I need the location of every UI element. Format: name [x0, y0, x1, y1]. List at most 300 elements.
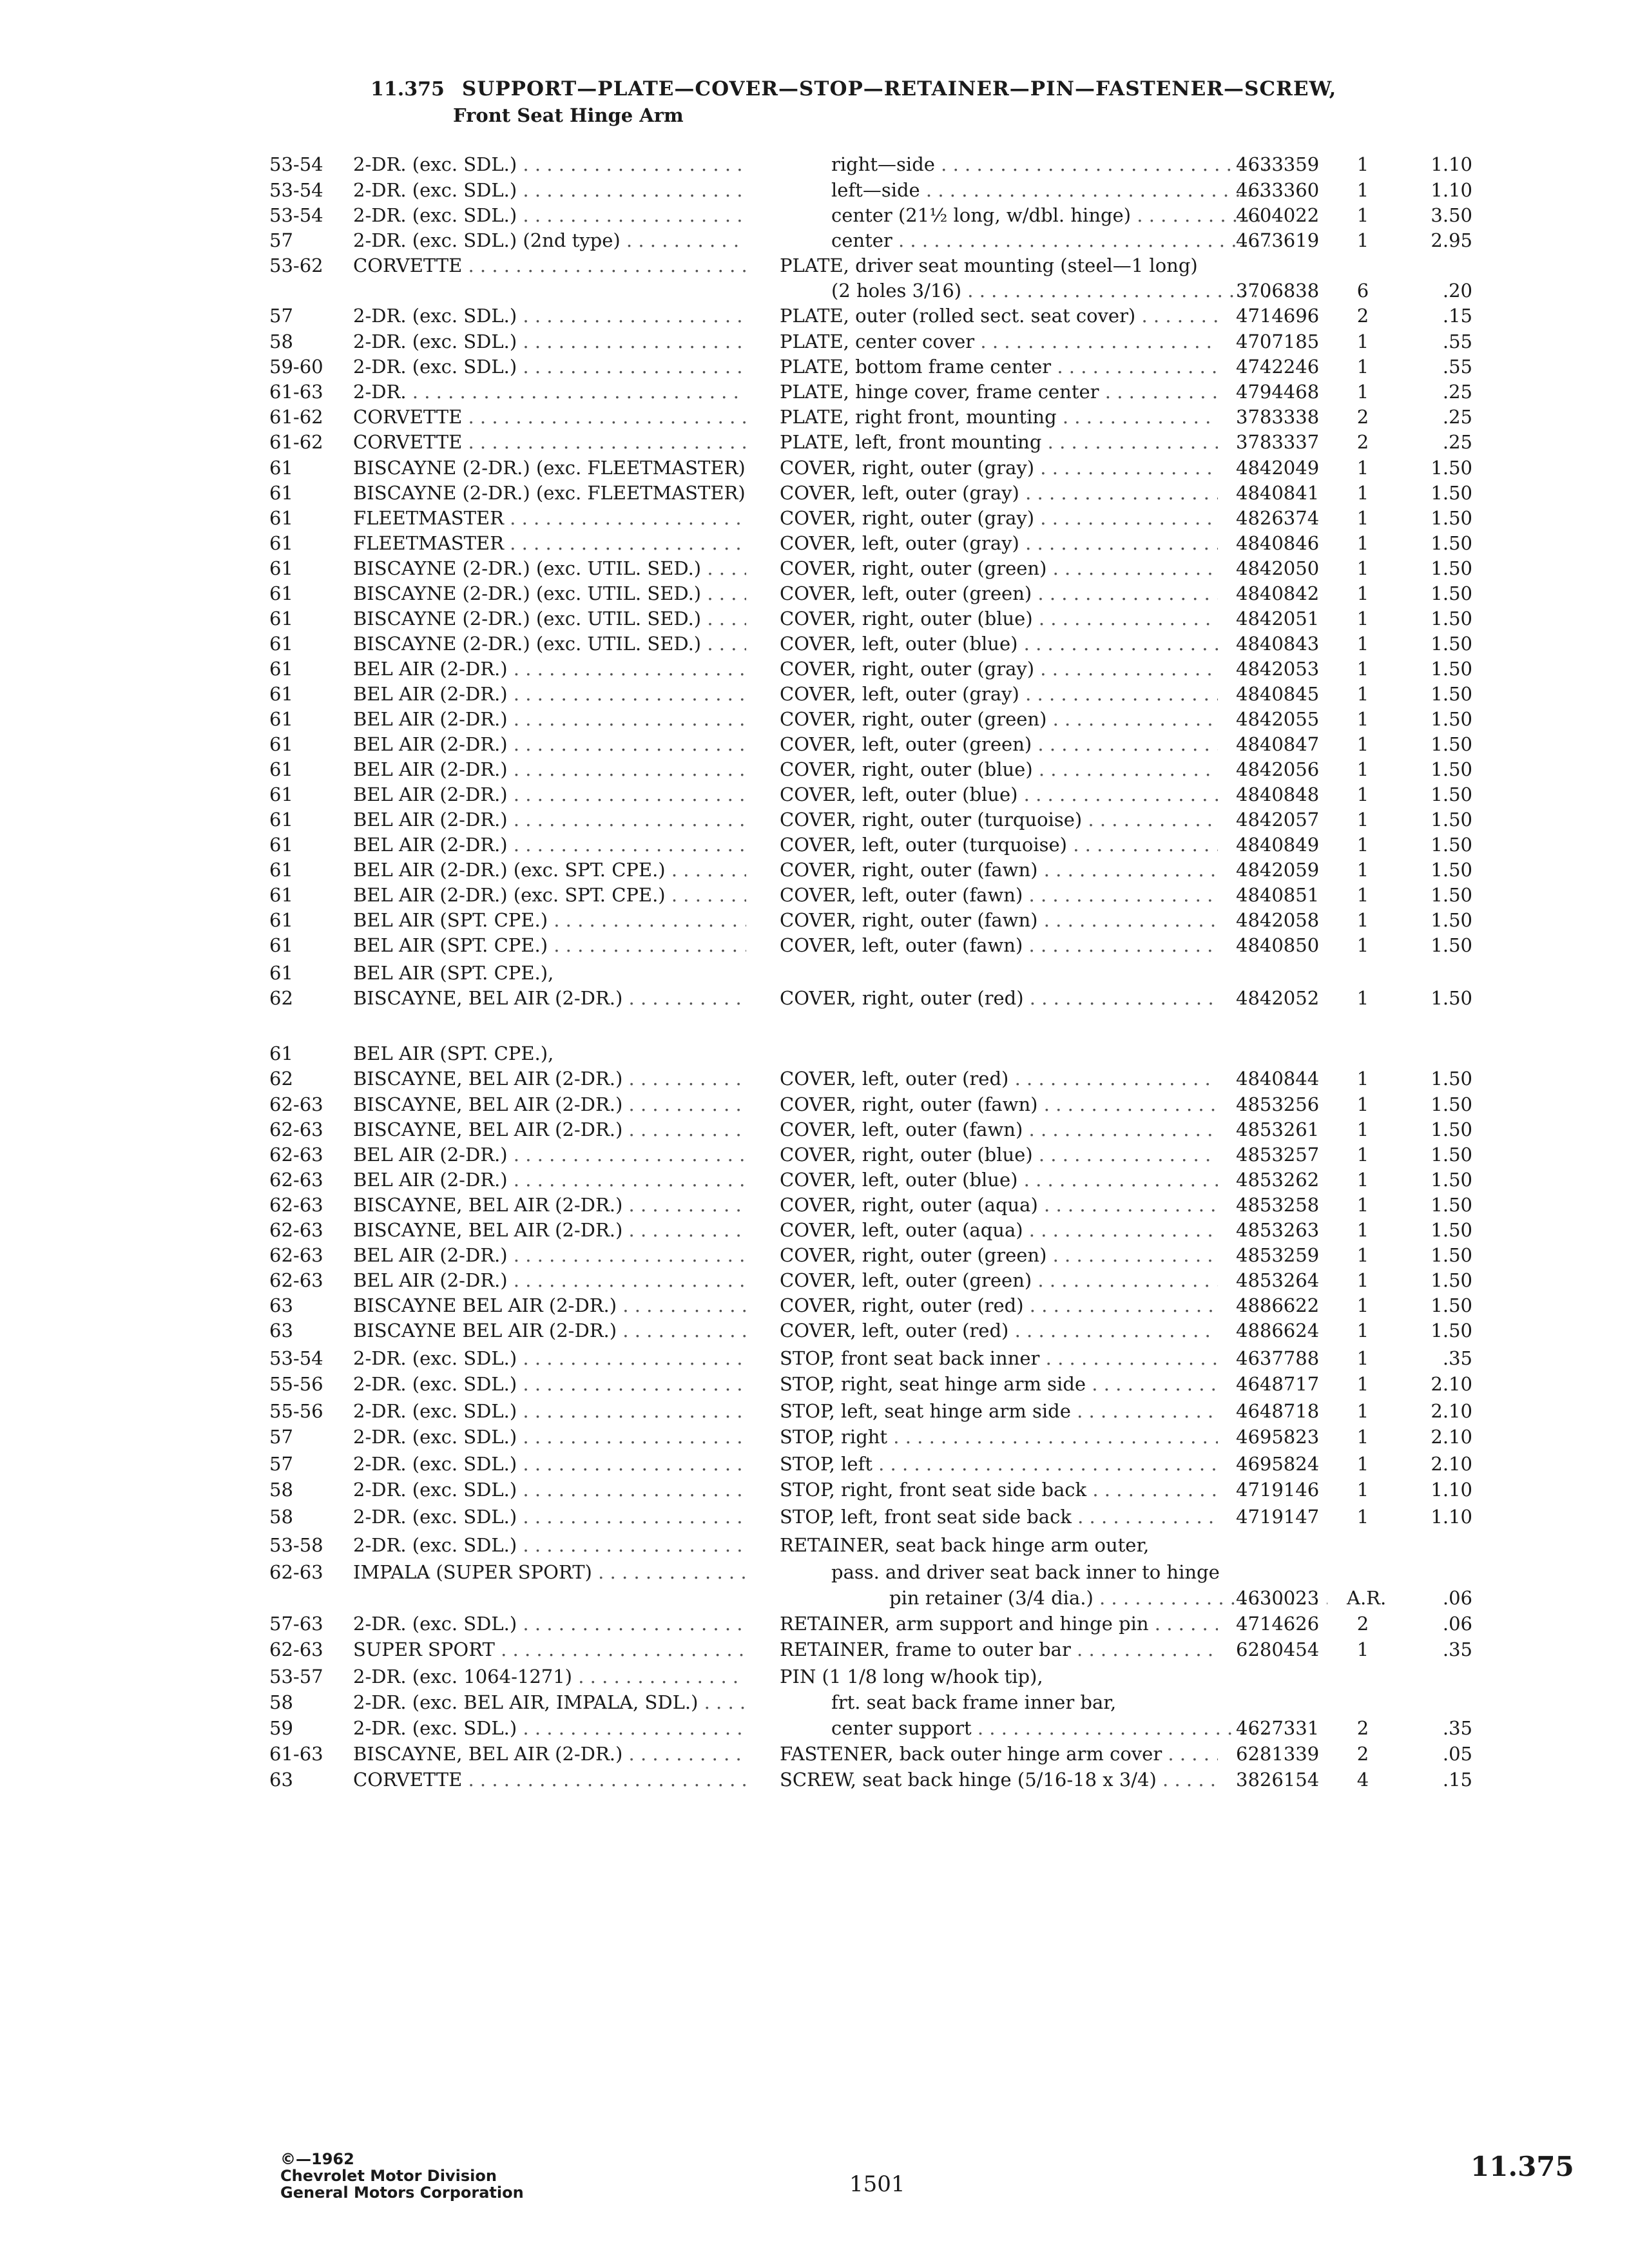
- description-cell: COVER, left, outer (blue) . . .: [780, 782, 1218, 807]
- model-cell: BEL AIR (2-DR.) . . .: [353, 832, 746, 858]
- model-cell: 2-DR. (exc. 1064-1271) . . .: [353, 1664, 746, 1689]
- price-cell: 1.50: [1431, 834, 1472, 856]
- price-cell: .20: [1442, 280, 1472, 302]
- table-row: [0, 932, 1629, 958]
- price-cell: 3.50: [1431, 204, 1472, 226]
- part-number-cell: 4840843: [1236, 633, 1320, 655]
- part-number-cell: 4633359: [1236, 153, 1320, 175]
- price-cell: .06: [1442, 1613, 1472, 1635]
- quantity-cell: 1: [1356, 733, 1369, 755]
- part-number-cell: 4842057: [1236, 809, 1320, 831]
- year-cell: 53-54: [269, 204, 323, 226]
- year-cell: 58: [269, 1506, 293, 1528]
- model-cell: 2-DR. (exc. SDL.) . . .: [353, 1611, 746, 1637]
- quantity-cell: 1: [1356, 1506, 1369, 1528]
- quantity-cell: 1: [1356, 557, 1369, 579]
- table-row: [0, 227, 1629, 253]
- price-cell: 1.50: [1431, 934, 1472, 956]
- quantity-cell: 2: [1356, 431, 1369, 453]
- description-cell: RETAINER, arm support and hinge pin . . .: [780, 1611, 1218, 1637]
- price-cell: 1.50: [1431, 582, 1472, 604]
- table-row: [0, 354, 1629, 380]
- model-cell: BEL AIR (2-DR.) . . .: [353, 756, 746, 782]
- price-cell: 2.10: [1431, 1373, 1472, 1395]
- description-cell: COVER, left, outer (blue) . . .: [780, 631, 1218, 657]
- quantity-cell: 6: [1356, 280, 1369, 302]
- quantity-cell: 1: [1356, 1400, 1369, 1422]
- quantity-cell: 1: [1356, 204, 1369, 226]
- quantity-cell: 1: [1356, 1119, 1369, 1140]
- table-row: [0, 1424, 1629, 1450]
- model-cell: IMPALA (SUPER SPORT) . . .: [353, 1559, 746, 1585]
- model-cell: 2-DR. (exc. SDL.) . . .: [353, 354, 746, 380]
- description-cell: COVER, left, outer (fawn) . . .: [780, 932, 1218, 958]
- description-cell: COVER, right, outer (gray) . . .: [780, 505, 1218, 531]
- part-number-cell: 4840851: [1236, 884, 1320, 906]
- description-cell: PLATE, left, front mounting . . .: [780, 429, 1218, 455]
- part-number-cell: 4853256: [1236, 1093, 1320, 1115]
- price-cell: 1.50: [1431, 1169, 1472, 1191]
- quantity-cell: 1: [1356, 708, 1369, 730]
- table-row: [0, 1066, 1629, 1091]
- price-cell: 1.50: [1431, 884, 1472, 906]
- table-row: [0, 1217, 1629, 1243]
- price-cell: 1.50: [1431, 1119, 1472, 1140]
- description-cell: STOP, left, front seat side back . . .: [780, 1504, 1218, 1530]
- year-cell: 61: [269, 733, 293, 755]
- table-row: [0, 606, 1629, 631]
- quantity-cell: 2: [1356, 1717, 1369, 1739]
- model-cell: 2-DR. (exc. SDL.) . . .: [353, 202, 746, 228]
- quantity-cell: 1: [1356, 1144, 1369, 1166]
- description-cell: COVER, right, outer (green) . . .: [780, 555, 1218, 581]
- description-cell: COVER, right, outer (fawn) . . .: [780, 857, 1218, 883]
- table-row: [0, 1345, 1629, 1371]
- model-cell: BEL AIR (2-DR.) . . .: [353, 782, 746, 807]
- quantity-cell: 1: [1356, 1320, 1369, 1341]
- description-cell: STOP, left, seat hinge arm side . . .: [780, 1398, 1218, 1424]
- model-cell: 2-DR. (exc. SDL.) . . .: [353, 151, 746, 177]
- year-cell: 58: [269, 1691, 293, 1713]
- year-cell: 61: [269, 582, 293, 604]
- model-cell: 2-DR. (exc. SDL.) . . .: [353, 1532, 746, 1558]
- section-title: SUPPORT—PLATE—COVER—STOP—RETAINER—PIN—FASTENER—SCREW,: [461, 77, 1337, 101]
- part-number-cell: 4719146: [1236, 1479, 1320, 1501]
- part-number-cell: 4840849: [1236, 834, 1320, 856]
- copyright-year: ©—1962: [280, 2150, 354, 2168]
- part-number-cell: 4842050: [1236, 557, 1320, 579]
- model-cell: BISCAYNE BEL AIR (2-DR.) . . .: [353, 1318, 746, 1343]
- description-cell: RETAINER, seat back hinge arm outer,: [780, 1534, 1150, 1556]
- model-cell: BEL AIR (SPT. CPE.),: [353, 1043, 554, 1064]
- price-cell: 1.50: [1431, 557, 1472, 579]
- part-number-cell: 4853261: [1236, 1119, 1320, 1140]
- quantity-cell: 1: [1356, 809, 1369, 831]
- price-cell: .06: [1442, 1587, 1472, 1609]
- part-number-cell: 4886622: [1236, 1294, 1320, 1316]
- year-cell: 53-54: [269, 179, 323, 201]
- quantity-cell: 1: [1356, 658, 1369, 680]
- year-cell: 61-62: [269, 431, 323, 453]
- year-cell: 57: [269, 1453, 293, 1475]
- table-row: [0, 505, 1629, 531]
- price-cell: 1.50: [1431, 783, 1472, 805]
- model-cell: FLEETMASTER . . .: [353, 505, 746, 531]
- quantity-cell: 4: [1356, 1769, 1369, 1791]
- quantity-cell: 1: [1356, 1219, 1369, 1241]
- price-cell: 2.10: [1431, 1426, 1472, 1448]
- price-cell: .35: [1442, 1717, 1472, 1739]
- year-cell: 57-63: [269, 1613, 323, 1635]
- year-cell: 53-54: [269, 1347, 323, 1369]
- model-cell: 2-DR. (exc. SDL.) . . .: [353, 1398, 746, 1424]
- quantity-cell: 1: [1356, 987, 1369, 1009]
- year-cell: 61: [269, 482, 293, 504]
- price-cell: 1.50: [1431, 987, 1472, 1009]
- table-row: [0, 857, 1629, 883]
- table-row: [0, 581, 1629, 606]
- quantity-cell: 1: [1356, 683, 1369, 705]
- quantity-cell: 1: [1356, 783, 1369, 805]
- section-subtitle: Front Seat Hinge Arm: [453, 104, 684, 126]
- model-cell: BEL AIR (SPT. CPE.),: [353, 962, 554, 984]
- quantity-cell: 1: [1356, 482, 1369, 504]
- quantity-cell: 1: [1356, 381, 1369, 403]
- model-cell: BEL AIR (2-DR.) . . .: [353, 1167, 746, 1193]
- model-cell: BEL AIR (SPT. CPE.) . . .: [353, 932, 746, 958]
- model-cell: 2-DR. (exc. SDL.) . . .: [353, 1371, 746, 1397]
- table-row: [0, 480, 1629, 506]
- table-row: [0, 1117, 1629, 1142]
- part-number-cell: 4840846: [1236, 532, 1320, 554]
- price-cell: .55: [1442, 356, 1472, 378]
- year-cell: 62: [269, 987, 293, 1009]
- model-cell: 2-DR. (exc. SDL.) (2nd type) . . .: [353, 227, 746, 253]
- table-row: [0, 1267, 1629, 1293]
- description-cell: COVER, right, outer (aqua) . . .: [780, 1192, 1218, 1218]
- description-cell: pass. and driver seat back inner to hinge: [831, 1561, 1220, 1583]
- part-number-cell: 4842051: [1236, 608, 1320, 629]
- part-number-cell: 4695824: [1236, 1453, 1320, 1475]
- price-cell: .25: [1442, 381, 1472, 403]
- description-cell: COVER, left, outer (red) . . .: [780, 1318, 1218, 1343]
- price-cell: 1.50: [1431, 809, 1472, 831]
- description-cell: center support . . .: [780, 1715, 1269, 1741]
- description-cell: COVER, right, outer (gray) . . .: [780, 656, 1218, 682]
- description-cell: COVER, right, outer (blue) . . .: [780, 756, 1218, 782]
- table-row: [0, 907, 1629, 933]
- price-cell: 1.50: [1431, 859, 1472, 881]
- year-cell: 62-63: [269, 1269, 323, 1291]
- description-cell: PLATE, right front, mounting . . .: [780, 404, 1218, 430]
- year-cell: 62-63: [269, 1219, 323, 1241]
- quantity-cell: 1: [1356, 1373, 1369, 1395]
- year-cell: 63: [269, 1320, 293, 1341]
- year-cell: 57: [269, 305, 293, 327]
- quantity-cell: 1: [1356, 859, 1369, 881]
- part-number-cell: 4853259: [1236, 1244, 1320, 1266]
- quantity-cell: 1: [1356, 1244, 1369, 1266]
- model-cell: BISCAYNE, BEL AIR (2-DR.) . . .: [353, 1117, 746, 1142]
- price-cell: 1.50: [1431, 1194, 1472, 1216]
- description-cell: pin retainer (3/4 dia.) . . .: [780, 1585, 1327, 1611]
- year-cell: 61: [269, 557, 293, 579]
- price-cell: 1.50: [1431, 608, 1472, 629]
- description-cell: STOP, right, front seat side back . . .: [780, 1477, 1218, 1503]
- model-cell: BEL AIR (2-DR.) . . .: [353, 807, 746, 832]
- model-cell: BISCAYNE, BEL AIR (2-DR.) . . .: [353, 1192, 746, 1218]
- table-row: [0, 1741, 1629, 1767]
- page-header: [371, 77, 1336, 126]
- table-row: [0, 202, 1629, 228]
- part-number-cell: 6281339: [1236, 1743, 1320, 1765]
- corporation-name: General Motors Corporation: [280, 2184, 524, 2202]
- part-number-cell: 4842056: [1236, 758, 1320, 780]
- price-cell: 1.50: [1431, 909, 1472, 931]
- quantity-cell: 1: [1356, 507, 1369, 529]
- price-cell: .25: [1442, 406, 1472, 428]
- description-cell: STOP, front seat back inner . . .: [780, 1345, 1218, 1371]
- year-cell: 61: [269, 834, 293, 856]
- description-cell: STOP, right . . .: [780, 1424, 1218, 1450]
- price-cell: 1.50: [1431, 457, 1472, 479]
- part-number-cell: 4719147: [1236, 1506, 1320, 1528]
- description-cell: center (21½ long, w/dbl. hinge) . . .: [780, 202, 1269, 228]
- description-cell: COVER, right, outer (fawn) . . .: [780, 907, 1218, 933]
- table-row: [0, 429, 1629, 455]
- year-cell: 63: [269, 1294, 293, 1316]
- model-cell: BISCAYNE, BEL AIR (2-DR.) . . .: [353, 1741, 746, 1767]
- part-number-cell: 4627331: [1236, 1717, 1320, 1739]
- quantity-cell: 1: [1356, 1479, 1369, 1501]
- table-row: [0, 1664, 1629, 1689]
- table-row: [0, 1611, 1629, 1637]
- year-cell: 59-60: [269, 356, 323, 378]
- year-cell: 61: [269, 884, 293, 906]
- model-cell: BISCAYNE (2-DR.) (exc. FLEETMASTER) . . .: [353, 455, 746, 481]
- part-number-cell: 4648718: [1236, 1400, 1320, 1422]
- description-cell: frt. seat back frame inner bar,: [831, 1691, 1117, 1713]
- price-cell: .35: [1442, 1639, 1472, 1660]
- description-cell: COVER, left, outer (fawn) . . .: [780, 882, 1218, 908]
- description-cell: left—side . . .: [780, 177, 1269, 203]
- table-row: [0, 455, 1629, 481]
- model-cell: 2-DR. (exc. SDL.) . . .: [353, 329, 746, 354]
- price-cell: .35: [1442, 1347, 1472, 1369]
- description-cell: RETAINER, frame to outer bar . . .: [780, 1637, 1218, 1662]
- table-row: [0, 1293, 1629, 1318]
- description-cell: STOP, right, seat hinge arm side . . .: [780, 1371, 1218, 1397]
- year-cell: 61-63: [269, 1743, 323, 1765]
- table-row: [0, 530, 1629, 556]
- price-cell: 1.50: [1431, 1294, 1472, 1316]
- year-cell: 57: [269, 1426, 293, 1448]
- part-number-cell: 4842052: [1236, 987, 1320, 1009]
- price-cell: 1.10: [1431, 153, 1472, 175]
- quantity-cell: 1: [1356, 1194, 1369, 1216]
- description-cell: center . . .: [780, 227, 1269, 253]
- part-number-cell: 4842059: [1236, 859, 1320, 881]
- part-number-cell: 4853262: [1236, 1169, 1320, 1191]
- quantity-cell: 1: [1356, 229, 1369, 251]
- table-row: [0, 1585, 1629, 1611]
- year-cell: 62-63: [269, 1169, 323, 1191]
- price-cell: 1.50: [1431, 633, 1472, 655]
- year-cell: 58: [269, 1479, 293, 1501]
- description-cell: FASTENER, back outer hinge arm cover . . .: [780, 1741, 1218, 1767]
- table-row: [0, 782, 1629, 807]
- part-number-cell: 4633360: [1236, 179, 1320, 201]
- table-row: [0, 882, 1629, 908]
- description-cell: COVER, right, outer (red) . . .: [780, 985, 1218, 1011]
- quantity-cell: 1: [1356, 608, 1369, 629]
- year-cell: 61: [269, 708, 293, 730]
- part-number-cell: 3783338: [1236, 406, 1320, 428]
- description-cell: COVER, left, outer (gray) . . .: [780, 681, 1218, 707]
- part-number-cell: 3706838: [1236, 280, 1320, 302]
- description-cell: PLATE, driver seat mounting (steel—1 long): [780, 255, 1198, 276]
- model-cell: BEL AIR (2-DR.) . . .: [353, 1142, 746, 1168]
- table-row: [0, 1041, 1629, 1066]
- description-cell: COVER, right, outer (fawn) . . .: [780, 1091, 1218, 1117]
- description-cell: COVER, right, outer (blue) . . .: [780, 1142, 1218, 1168]
- part-number-cell: 4886624: [1236, 1320, 1320, 1341]
- price-cell: 1.50: [1431, 532, 1472, 554]
- table-row: [0, 681, 1629, 707]
- year-cell: 61: [269, 532, 293, 554]
- model-cell: CORVETTE . . .: [353, 253, 746, 278]
- price-cell: .25: [1442, 431, 1472, 453]
- quantity-cell: 1: [1356, 331, 1369, 352]
- year-cell: 53-57: [269, 1666, 323, 1687]
- model-cell: 2-DR. (exc. SDL.) . . .: [353, 177, 746, 203]
- part-number-cell: 4842058: [1236, 909, 1320, 931]
- quantity-cell: 2: [1356, 1613, 1369, 1635]
- quantity-cell: 1: [1356, 1347, 1369, 1369]
- table-row: [0, 985, 1629, 1011]
- model-cell: CORVETTE . . .: [353, 404, 746, 430]
- model-cell: BISCAYNE, BEL AIR (2-DR.) . . .: [353, 1091, 746, 1117]
- price-cell: .15: [1442, 1769, 1472, 1791]
- year-cell: 59: [269, 1717, 293, 1739]
- quantity-cell: 1: [1356, 1269, 1369, 1291]
- year-cell: 58: [269, 331, 293, 352]
- table-row: [0, 756, 1629, 782]
- year-cell: 62-63: [269, 1561, 323, 1583]
- table-row: [0, 1091, 1629, 1117]
- quantity-cell: 1: [1356, 582, 1369, 604]
- year-cell: 61: [269, 457, 293, 479]
- part-number-cell: 4826374: [1236, 507, 1320, 529]
- year-cell: 61: [269, 758, 293, 780]
- table-row: [0, 1142, 1629, 1168]
- quantity-cell: 1: [1356, 1639, 1369, 1660]
- description-cell: PLATE, center cover . . .: [780, 329, 1218, 354]
- model-cell: BEL AIR (2-DR.) . . .: [353, 1267, 746, 1293]
- table-row: [0, 731, 1629, 757]
- model-cell: BISCAYNE (2-DR.) (exc. FLEETMASTER) . . .: [353, 480, 746, 506]
- part-number-cell: 4707185: [1236, 331, 1320, 352]
- price-cell: 1.50: [1431, 683, 1472, 705]
- year-cell: 61: [269, 633, 293, 655]
- table-row: [0, 1504, 1629, 1530]
- description-cell: COVER, left, outer (fawn) . . .: [780, 1117, 1218, 1142]
- part-number-cell: 4840848: [1236, 783, 1320, 805]
- quantity-cell: 1: [1356, 1093, 1369, 1115]
- year-cell: 61-63: [269, 381, 323, 403]
- section-number-footer: 11.375: [1470, 2151, 1574, 2182]
- part-number-cell: 4840850: [1236, 934, 1320, 956]
- year-cell: 61: [269, 962, 293, 984]
- year-cell: 61: [269, 809, 293, 831]
- model-cell: 2-DR. . . .: [353, 379, 746, 405]
- description-cell: STOP, left . . .: [780, 1451, 1218, 1477]
- model-cell: 2-DR. (exc. SDL.) . . .: [353, 1345, 746, 1371]
- description-cell: COVER, left, outer (turquoise) . . .: [780, 832, 1218, 858]
- model-cell: BISCAYNE BEL AIR (2-DR.) . . .: [353, 1293, 746, 1318]
- quantity-cell: 2: [1356, 305, 1369, 327]
- model-cell: SUPER SPORT . . .: [353, 1637, 746, 1662]
- model-cell: BEL AIR (2-DR.) . . .: [353, 656, 746, 682]
- part-number-cell: 4842053: [1236, 658, 1320, 680]
- table-row: [0, 1167, 1629, 1193]
- year-cell: 61: [269, 783, 293, 805]
- year-cell: 53-62: [269, 255, 323, 276]
- year-cell: 61: [269, 934, 293, 956]
- model-cell: 2-DR. (exc. SDL.) . . .: [353, 1504, 746, 1530]
- model-cell: 2-DR. (exc. SDL.) . . .: [353, 1715, 746, 1741]
- quantity-cell: 2: [1356, 1743, 1369, 1765]
- table-row: [0, 404, 1629, 430]
- price-cell: 1.50: [1431, 1219, 1472, 1241]
- quantity-cell: 1: [1356, 153, 1369, 175]
- table-row: [0, 177, 1629, 203]
- price-cell: .15: [1442, 305, 1472, 327]
- year-cell: 61: [269, 507, 293, 529]
- price-cell: 2.10: [1431, 1400, 1472, 1422]
- year-cell: 62: [269, 1068, 293, 1090]
- part-number-cell: 4840842: [1236, 582, 1320, 604]
- part-number-cell: 6280454: [1236, 1639, 1320, 1660]
- description-cell: COVER, left, outer (blue) . . .: [780, 1167, 1218, 1193]
- model-cell: BEL AIR (2-DR.) . . .: [353, 731, 746, 757]
- model-cell: BISCAYNE (2-DR.) (exc. UTIL. SED.) . . .: [353, 581, 746, 606]
- quantity-cell: 2: [1356, 406, 1369, 428]
- description-cell: PIN (1 1/8 long w/hook tip),: [780, 1666, 1043, 1687]
- quantity-cell: 1: [1356, 934, 1369, 956]
- price-cell: 1.10: [1431, 1479, 1472, 1501]
- model-cell: BEL AIR (2-DR.) (exc. SPT. CPE.) . . .: [353, 882, 746, 908]
- description-cell: COVER, left, outer (red) . . .: [780, 1066, 1218, 1091]
- price-cell: .05: [1442, 1743, 1472, 1765]
- quantity-cell: 1: [1356, 356, 1369, 378]
- description-cell: COVER, left, outer (green) . . .: [780, 581, 1218, 606]
- year-cell: 61-62: [269, 406, 323, 428]
- price-cell: 1.10: [1431, 1506, 1472, 1528]
- quantity-cell: 1: [1356, 909, 1369, 931]
- part-number-cell: 4637788: [1236, 1347, 1320, 1369]
- price-cell: 1.50: [1431, 482, 1472, 504]
- year-cell: 55-56: [269, 1400, 323, 1422]
- table-row: [0, 807, 1629, 832]
- table-row: [0, 329, 1629, 354]
- description-cell: COVER, left, outer (gray) . . .: [780, 480, 1218, 506]
- quantity-cell: 1: [1356, 758, 1369, 780]
- year-cell: 61: [269, 683, 293, 705]
- footer-copyright: [280, 2151, 524, 2201]
- table-row: [0, 1637, 1629, 1662]
- model-cell: CORVETTE . . .: [353, 1767, 746, 1792]
